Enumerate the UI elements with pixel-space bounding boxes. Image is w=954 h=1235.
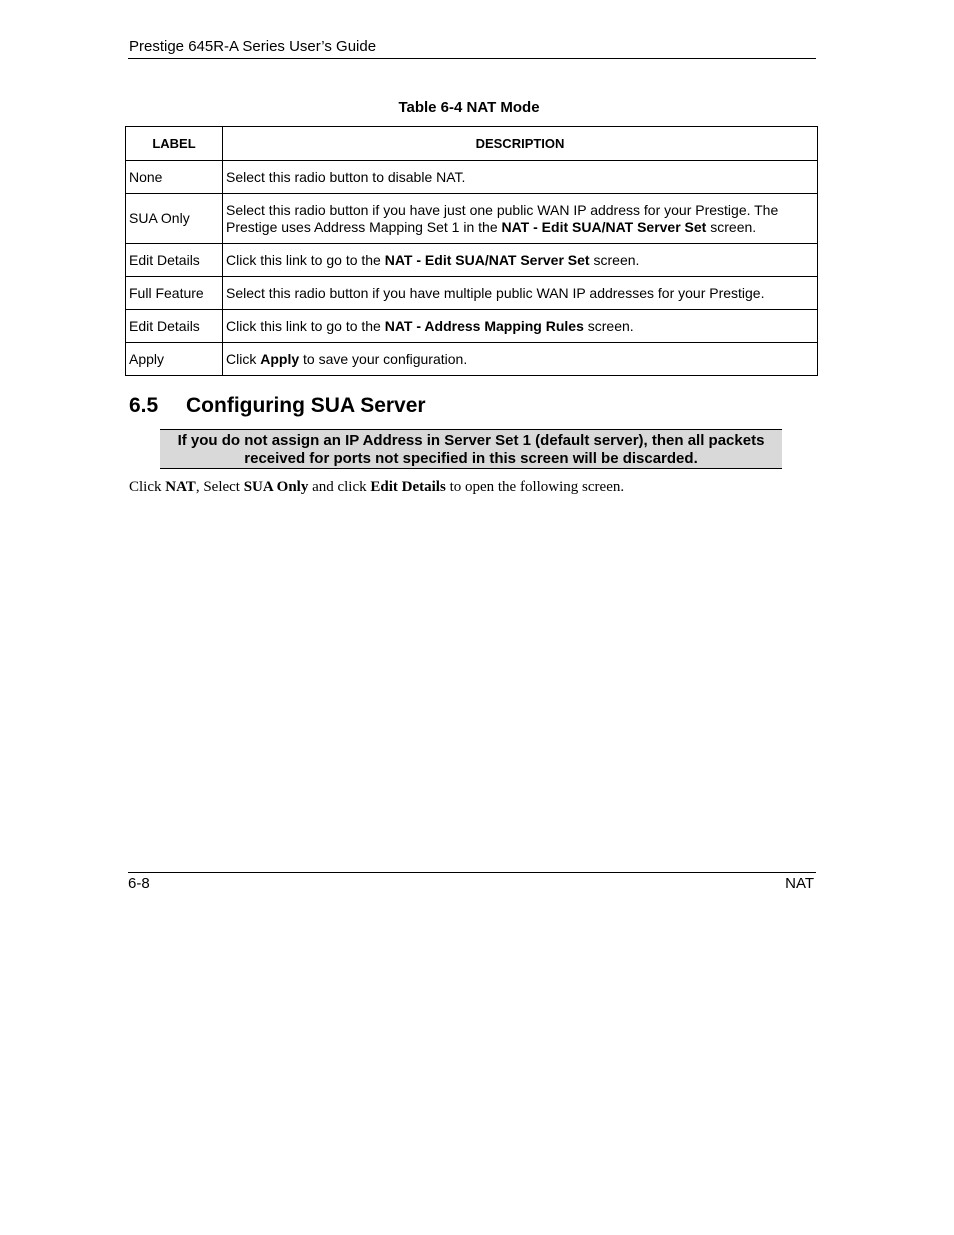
running-header: Prestige 645R-A Series User’s Guide [129, 38, 377, 55]
row-label: None [126, 161, 223, 194]
header-rule [128, 58, 816, 59]
row-description: Click this link to go to the NAT - Edit SUA/NAT Server Set screen. [223, 244, 818, 277]
table-row [126, 310, 818, 343]
row-label: Apply [126, 343, 223, 376]
footer-rule [128, 872, 816, 873]
row-label: Edit Details [126, 244, 223, 277]
table-row [126, 277, 818, 310]
note-box [160, 429, 782, 469]
row-label: Full Feature [126, 277, 223, 310]
table-caption: Table 6-4 NAT Mode [398, 99, 540, 116]
row-description: Click this link to go to the NAT - Address Mapping Rules screen. [223, 310, 818, 343]
body-paragraph: Click NAT, Select SUA Only and click Edit Details to open the following screen. [129, 479, 625, 495]
table-row [126, 194, 818, 244]
row-description: Select this radio button if you have just one public WAN IP address for your Prestige. The Prestige uses Address Mapping Set 1 in the NAT - Edit SUA/NAT Server Set screen. [223, 194, 818, 244]
section-number: 6.5 [129, 394, 159, 417]
row-description: Select this radio button if you have multiple public WAN IP addresses for your Prestige. [223, 277, 818, 310]
nat-mode-table [125, 126, 818, 376]
table-row [126, 244, 818, 277]
note-line: If you do not assign an IP Address in Server Set 1 (default server), then all packets [177, 432, 765, 449]
table-row [126, 161, 818, 194]
chapter-name: NAT [785, 875, 814, 892]
row-label: SUA Only [126, 194, 223, 244]
row-description: Click Apply to save your configuration. [223, 343, 818, 376]
table-header-row [126, 127, 818, 161]
row-label: Edit Details [126, 310, 223, 343]
table-row [126, 343, 818, 376]
section-title: Configuring SUA Server [186, 394, 426, 417]
row-description: Select this radio button to disable NAT. [223, 161, 818, 194]
column-header-description: DESCRIPTION [223, 127, 818, 161]
page-number: 6-8 [128, 875, 150, 892]
column-header-label: LABEL [126, 127, 223, 161]
note-line: received for ports not specified in this screen will be discarded. [244, 450, 698, 467]
section-heading [129, 394, 426, 418]
